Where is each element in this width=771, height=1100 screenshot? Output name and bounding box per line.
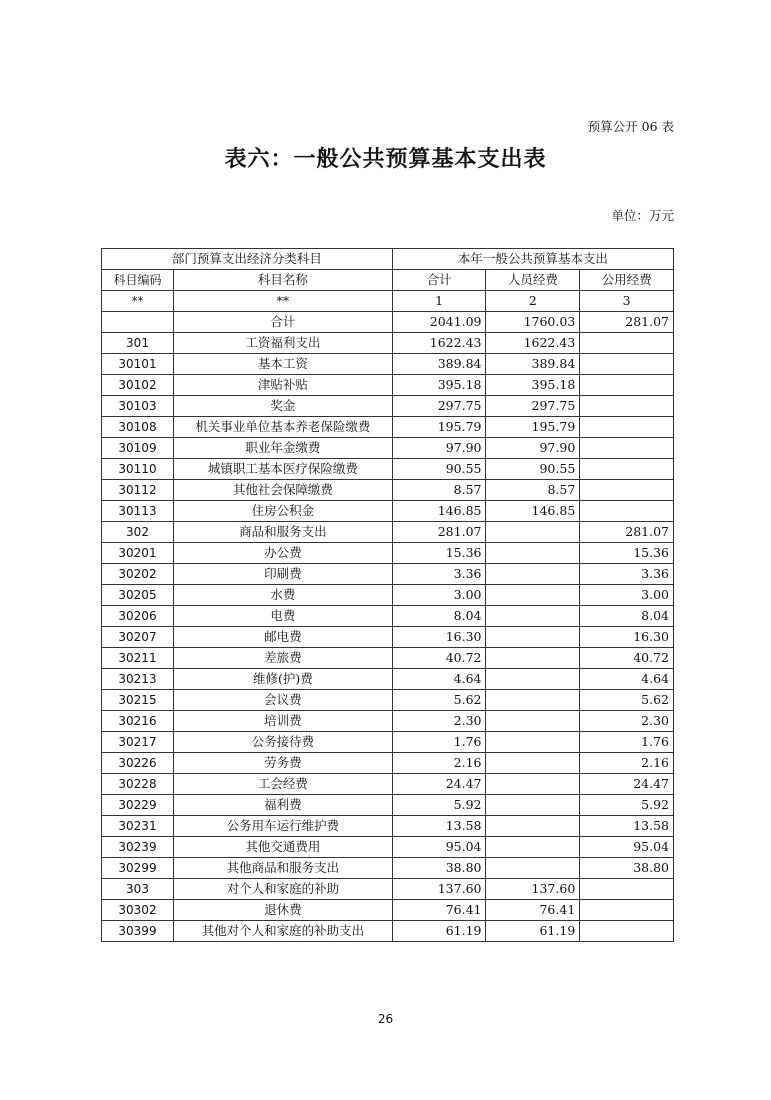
- cell-name: 电费: [174, 606, 393, 627]
- cell-name: 工会经费: [174, 774, 393, 795]
- cell-total: 3.00: [392, 585, 486, 606]
- cell-name: 差旅费: [174, 648, 393, 669]
- cell-name: 其他商品和服务支出: [174, 858, 393, 879]
- cell-public: 3.00: [580, 585, 674, 606]
- cell-code: 30211: [102, 648, 174, 669]
- cell-public: 4.64: [580, 669, 674, 690]
- unit-label: 单位：万元: [611, 208, 674, 223]
- cell-public: [580, 480, 674, 501]
- cell-name: 城镇职工基本医疗保险缴费: [174, 459, 393, 480]
- cell-name: 水费: [174, 585, 393, 606]
- cell-personnel: 195.79: [486, 417, 580, 438]
- index-name: **: [174, 291, 393, 312]
- cell-personnel: [486, 837, 580, 858]
- table-row: [102, 585, 674, 606]
- cell-personnel: 8.57: [486, 480, 580, 501]
- cell-name: 公务接待费: [174, 732, 393, 753]
- cell-code: 30101: [102, 354, 174, 375]
- cell-total: 137.60: [392, 879, 486, 900]
- cell-code: 30103: [102, 396, 174, 417]
- cell-public: 40.72: [580, 648, 674, 669]
- cell-code: 30217: [102, 732, 174, 753]
- cell-name: 职业年金缴费: [174, 438, 393, 459]
- cell-personnel: 395.18: [486, 375, 580, 396]
- cell-code: 30112: [102, 480, 174, 501]
- cell-personnel: [486, 669, 580, 690]
- table-row: [102, 543, 674, 564]
- header-personnel: 人员经费: [486, 270, 580, 291]
- cell-public: 5.92: [580, 795, 674, 816]
- cell-name: 劳务费: [174, 753, 393, 774]
- cell-public: 38.80: [580, 858, 674, 879]
- cell-public: [580, 879, 674, 900]
- cell-total: 146.85: [392, 501, 486, 522]
- cell-name: 基本工资: [174, 354, 393, 375]
- table-row: [102, 396, 674, 417]
- cell-total: 3.36: [392, 564, 486, 585]
- cell-code: 30110: [102, 459, 174, 480]
- cell-code: 30202: [102, 564, 174, 585]
- cell-total: 8.04: [392, 606, 486, 627]
- cell-total: 61.19: [392, 921, 486, 942]
- cell-total: 5.92: [392, 795, 486, 816]
- cell-total: 1.76: [392, 732, 486, 753]
- cell-name: 机关事业单位基本养老保险缴费: [174, 417, 393, 438]
- table-row: [102, 753, 674, 774]
- cell-total: 24.47: [392, 774, 486, 795]
- table-row: [102, 564, 674, 585]
- cell-total: 76.41: [392, 900, 486, 921]
- cell-name: 福利费: [174, 795, 393, 816]
- cell-code: 30213: [102, 669, 174, 690]
- table-row: [102, 417, 674, 438]
- cell-personnel: [486, 816, 580, 837]
- cell-name: 对个人和家庭的补助: [174, 879, 393, 900]
- cell-total: 195.79: [392, 417, 486, 438]
- cell-public: [580, 459, 674, 480]
- cell-public: [580, 438, 674, 459]
- cell-public: 5.62: [580, 690, 674, 711]
- header-group-right: 本年一般公共预算基本支出: [392, 249, 673, 270]
- cell-public: 3.36: [580, 564, 674, 585]
- cell-personnel: [486, 627, 580, 648]
- table-row: [102, 459, 674, 480]
- cell-total: 281.07: [392, 522, 486, 543]
- cell-code: 30109: [102, 438, 174, 459]
- cell-total: 389.84: [392, 354, 486, 375]
- cell-total: 5.62: [392, 690, 486, 711]
- cell-total: 297.75: [392, 396, 486, 417]
- cell-code: 30229: [102, 795, 174, 816]
- table-row: [102, 837, 674, 858]
- cell-code: 30216: [102, 711, 174, 732]
- index-code: **: [102, 291, 174, 312]
- cell-personnel: 76.41: [486, 900, 580, 921]
- cell-total: 90.55: [392, 459, 486, 480]
- cell-personnel: [486, 774, 580, 795]
- cell-public: 2.30: [580, 711, 674, 732]
- cell-personnel: [486, 753, 580, 774]
- cell-personnel: [486, 690, 580, 711]
- table-row: [102, 522, 674, 543]
- header-code: 科目编码: [102, 270, 174, 291]
- cell-code: 30205: [102, 585, 174, 606]
- table-row: [102, 774, 674, 795]
- cell-personnel: 137.60: [486, 879, 580, 900]
- cell-personnel: [486, 711, 580, 732]
- table-row: [102, 711, 674, 732]
- cell-personnel: [486, 648, 580, 669]
- table-row: [102, 375, 674, 396]
- table-row: [102, 606, 674, 627]
- page-number: 26: [377, 1012, 394, 1026]
- budget-table: [101, 248, 674, 942]
- cell-name: 邮电费: [174, 627, 393, 648]
- cell-name: 公务用车运行维护费: [174, 816, 393, 837]
- table-row: [102, 501, 674, 522]
- cell-public: 8.04: [580, 606, 674, 627]
- cell-total: 395.18: [392, 375, 486, 396]
- table-row: [102, 312, 674, 333]
- cell-public: [580, 333, 674, 354]
- index-1: 1: [392, 291, 486, 312]
- cell-total: 16.30: [392, 627, 486, 648]
- cell-total: 1622.43: [392, 333, 486, 354]
- cell-name: 培训费: [174, 711, 393, 732]
- cell-code: 30201: [102, 543, 174, 564]
- cell-personnel: 146.85: [486, 501, 580, 522]
- cell-personnel: 1760.03: [486, 312, 580, 333]
- cell-code: 30113: [102, 501, 174, 522]
- table-row: [102, 690, 674, 711]
- header-public: 公用经费: [580, 270, 674, 291]
- cell-name: 工资福利支出: [174, 333, 393, 354]
- cell-code: 30399: [102, 921, 174, 942]
- cell-personnel: 90.55: [486, 459, 580, 480]
- table-row: [102, 921, 674, 942]
- table-row: [102, 354, 674, 375]
- cell-public: 95.04: [580, 837, 674, 858]
- cell-personnel: [486, 732, 580, 753]
- cell-code: 301: [102, 333, 174, 354]
- cell-personnel: [486, 564, 580, 585]
- cell-name: 津贴补贴: [174, 375, 393, 396]
- cell-code: 30299: [102, 858, 174, 879]
- cell-total: 2.30: [392, 711, 486, 732]
- cell-name: 商品和服务支出: [174, 522, 393, 543]
- cell-code: 30302: [102, 900, 174, 921]
- cell-total: 40.72: [392, 648, 486, 669]
- cell-total: 13.58: [392, 816, 486, 837]
- cell-total: 15.36: [392, 543, 486, 564]
- cell-total: 95.04: [392, 837, 486, 858]
- cell-name: 会议费: [174, 690, 393, 711]
- cell-public: 281.07: [580, 312, 674, 333]
- cell-total: 8.57: [392, 480, 486, 501]
- cell-public: 1.76: [580, 732, 674, 753]
- cell-public: 16.30: [580, 627, 674, 648]
- cell-code: 302: [102, 522, 174, 543]
- index-2: 2: [486, 291, 580, 312]
- table-row: [102, 858, 674, 879]
- cell-code: [102, 312, 174, 333]
- cell-code: 30228: [102, 774, 174, 795]
- cell-public: [580, 921, 674, 942]
- cell-public: [580, 900, 674, 921]
- table-row: [102, 627, 674, 648]
- page-title: 表六：一般公共预算基本支出表: [224, 147, 547, 172]
- header-group-row: [102, 249, 674, 270]
- header-total: 合计: [392, 270, 486, 291]
- cell-name: 其他对个人和家庭的补助支出: [174, 921, 393, 942]
- cell-code: 30226: [102, 753, 174, 774]
- cell-total: 2.16: [392, 753, 486, 774]
- cell-public: [580, 375, 674, 396]
- cell-personnel: [486, 543, 580, 564]
- cell-name: 奖金: [174, 396, 393, 417]
- table-row: [102, 669, 674, 690]
- cell-personnel: 297.75: [486, 396, 580, 417]
- table-row: [102, 480, 674, 501]
- cell-total: 2041.09: [392, 312, 486, 333]
- cell-public: 2.16: [580, 753, 674, 774]
- cell-total: 97.90: [392, 438, 486, 459]
- cell-personnel: [486, 858, 580, 879]
- cell-public: [580, 417, 674, 438]
- table-row: [102, 816, 674, 837]
- cell-code: 30239: [102, 837, 174, 858]
- cell-public: 15.36: [580, 543, 674, 564]
- cell-personnel: 61.19: [486, 921, 580, 942]
- table-row: [102, 732, 674, 753]
- index-3: 3: [580, 291, 674, 312]
- cell-personnel: [486, 522, 580, 543]
- cell-public: [580, 354, 674, 375]
- cell-name: 退休费: [174, 900, 393, 921]
- header-name: 科目名称: [174, 270, 393, 291]
- cell-total: 4.64: [392, 669, 486, 690]
- table-row: [102, 795, 674, 816]
- table-row: [102, 900, 674, 921]
- cell-personnel: [486, 795, 580, 816]
- table-row: [102, 438, 674, 459]
- cell-public: 24.47: [580, 774, 674, 795]
- cell-code: 30108: [102, 417, 174, 438]
- cell-public: 13.58: [580, 816, 674, 837]
- cell-personnel: 1622.43: [486, 333, 580, 354]
- cell-code: 30215: [102, 690, 174, 711]
- cell-name: 合计: [174, 312, 393, 333]
- document-code: 预算公开 06 表: [587, 119, 674, 134]
- cell-public: [580, 396, 674, 417]
- cell-personnel: [486, 606, 580, 627]
- cell-code: 30206: [102, 606, 174, 627]
- header-group-left: 部门预算支出经济分类科目: [102, 249, 393, 270]
- cell-name: 印刷费: [174, 564, 393, 585]
- cell-code: 30231: [102, 816, 174, 837]
- cell-public: [580, 501, 674, 522]
- table-row: [102, 333, 674, 354]
- header-columns-row: [102, 270, 674, 291]
- table-row: [102, 879, 674, 900]
- header-index-row: [102, 291, 674, 312]
- cell-personnel: 97.90: [486, 438, 580, 459]
- cell-total: 38.80: [392, 858, 486, 879]
- cell-name: 住房公积金: [174, 501, 393, 522]
- cell-name: 其他交通费用: [174, 837, 393, 858]
- cell-public: 281.07: [580, 522, 674, 543]
- cell-code: 30207: [102, 627, 174, 648]
- cell-name: 维修(护)费: [174, 669, 393, 690]
- cell-name: 其他社会保障缴费: [174, 480, 393, 501]
- cell-personnel: 389.84: [486, 354, 580, 375]
- cell-code: 303: [102, 879, 174, 900]
- table-row: [102, 648, 674, 669]
- cell-name: 办公费: [174, 543, 393, 564]
- cell-personnel: [486, 585, 580, 606]
- cell-code: 30102: [102, 375, 174, 396]
